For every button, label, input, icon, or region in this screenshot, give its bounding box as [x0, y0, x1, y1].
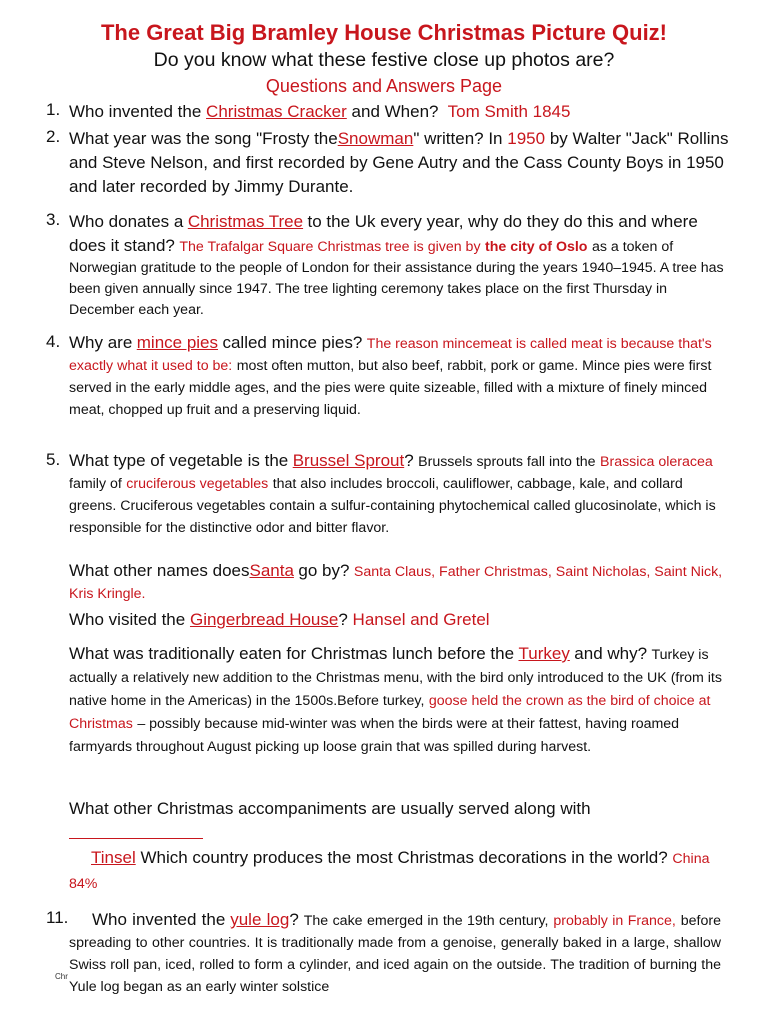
quiz-title: The Great Big Bramley House Christmas Picture Quiz! — [100, 20, 668, 45]
q3-answer-red: The Trafalgar Square Christmas tree is given by — [179, 239, 481, 255]
q11-answer-2: before spreading to other countries. It is traditionally made from a genoise, generally baked in a large, shallow Swiss roll pan, iced, rolled to form a cylinder, and iced again on the outside. The tradition of burning the Yule log began as an early winter solstice — [69, 913, 722, 995]
q2-text-mid: " written? In — [413, 129, 503, 148]
q5-text-end: ? — [404, 451, 414, 470]
q7-answer: Hansel and Gretel — [352, 610, 490, 629]
q9-text: What other Christmas accompaniments are usually served along with — [69, 799, 591, 818]
q11-answer-red: probably in France, — [553, 913, 676, 929]
footer-mark: Chr — [55, 972, 68, 981]
question-7 — [69, 608, 733, 632]
question-3 — [69, 210, 733, 321]
section-heading: Questions and Answers Page — [265, 76, 503, 96]
q8-answer-1: Turkey is actually a relatively new addition to the Christmas menu, with the bird only introduced to the UK (from its native home in the Americas) in the 1500s.Before turkey, — [69, 647, 722, 709]
q1-text: Who invented the — [69, 102, 202, 121]
question-8 — [69, 642, 733, 758]
q2-number: 2. — [46, 127, 61, 146]
q4-answer-red: The reason mincemeat is called meat is because that's exactly what it used to be: — [69, 336, 712, 374]
q3-answer: as a token of Norwegian gratitude to the people of London for their assistance during the years 1940–1945. A tree has been given annually since 1947. The tree lighting ceremony takes place on the first Thursday in December each year. — [69, 239, 724, 318]
question-10 — [69, 845, 733, 895]
q3-answer-bold: the city of Oslo — [485, 239, 588, 255]
q6-keyword: Santa — [249, 561, 294, 580]
q4-keyword: mince pies — [136, 333, 219, 352]
q1-text-end: and When? — [351, 102, 439, 121]
q11-answer-1: The cake emerged in the 19th century, — [303, 913, 549, 929]
q11-text: Who invented the — [92, 910, 226, 929]
q11-text-end: ? — [289, 910, 299, 929]
quiz-subtitle: Do you know what these festive close up photos are? — [153, 49, 615, 71]
q5-answer-1: Brussels sprouts fall into the — [418, 454, 596, 470]
q2-answer: by Walter "Jack" Rollins and Steve Nelson, and first recorded by Gene Autry and the Cass County Boys in 1950 and later recorded by Jimmy Durante. — [69, 129, 729, 196]
q3-keyword: Christmas Tree — [187, 212, 304, 231]
q4-text-end: called mince pies? — [222, 333, 363, 352]
q4-answer: most often mutton, but also beef, rabbit, pork or game. Mince pies were first served in the early middle ages, and the pies were quite sizeable, filled with a mixture of finely minced meat, chopped up fruit and a preserving liquid. — [69, 358, 712, 418]
q10-answer: China 84% — [69, 851, 710, 892]
q1-keyword: Christmas Cracker — [206, 102, 347, 121]
question-11 — [69, 908, 721, 998]
question-5 — [69, 449, 733, 539]
q8-text: What was traditionally eaten for Christmas lunch before the — [69, 644, 515, 663]
q8-keyword: Turkey — [518, 644, 570, 663]
q11-number: 11. — [46, 908, 69, 927]
q9-answer-blank — [69, 826, 733, 844]
q1-answer: Tom Smith 1845 — [447, 102, 571, 121]
answer-blank-line — [69, 837, 203, 839]
q7-text-end: ? — [338, 610, 348, 629]
question-4 — [69, 331, 733, 421]
q7-keyword: Gingerbread House — [189, 610, 339, 629]
q5-keyword: Brussel Sprout — [292, 451, 405, 470]
q6-text-end: go by? — [298, 561, 350, 580]
q2-text: What year was the song "Frosty the — [69, 129, 338, 148]
q3-number: 3. — [46, 210, 61, 229]
q2-year: 1950 — [507, 129, 546, 148]
q10-text: Which country produces the most Christmas decorations in the world? — [140, 848, 668, 867]
q5-number: 5. — [46, 450, 61, 469]
q4-text: Why are — [69, 333, 133, 352]
q6-text: What other names does — [69, 561, 250, 580]
q5-answer-red-1: Brassica oleracea — [600, 454, 713, 470]
question-2 — [69, 127, 733, 199]
q5-answer-2: family of — [69, 476, 122, 492]
q8-text-end: and why? — [574, 644, 648, 663]
q8-answer-red: goose held the crown as the bird of choice at Christmas — [69, 693, 711, 732]
q11-keyword: yule log — [230, 910, 290, 929]
question-9 — [69, 797, 733, 821]
q5-text: What type of vegetable is the — [69, 451, 289, 470]
q7-text: Who visited the — [69, 610, 186, 629]
q8-answer-2: – possibly because mid-winter was when the birds were at their fattest, having roamed farmyards throughout August picking up loose grain that was spilled during harvest. — [69, 716, 680, 755]
q6-answer: Santa Claus, Father Christmas, Saint Nicholas, Saint Nick, Kris Kringle. — [69, 564, 723, 602]
q5-answer-3: that also includes broccoli, cauliflower, cabbage, kale, and collard greens. Cruciferous vegetables contain a sulfur-containing phytochemical called glucosinolate, which is responsible for the distinctive odor and bitter flavor. — [69, 476, 716, 536]
question-6 — [69, 559, 733, 605]
q3-text: Who donates a — [69, 212, 184, 231]
q10-keyword: Tinsel — [91, 848, 136, 867]
q4-number: 4. — [46, 332, 61, 351]
q5-answer-red-2: cruciferous vegetables — [126, 476, 269, 492]
q2-keyword: Snowman — [337, 129, 414, 148]
q3-text-end: to the Uk every year, why do they do this and where does it stand? — [69, 212, 698, 255]
q1-number: 1. — [46, 100, 61, 119]
question-1 — [69, 100, 733, 124]
